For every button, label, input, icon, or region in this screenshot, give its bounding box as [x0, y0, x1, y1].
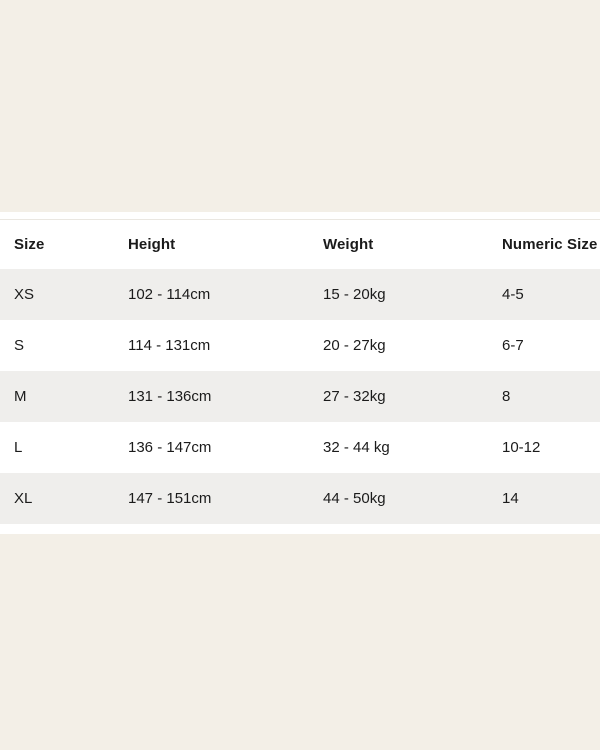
top-background-spacer — [0, 0, 600, 212]
cell-size: L — [14, 439, 23, 456]
cell-numeric-size: 10-12 — [502, 439, 541, 456]
cell-size: XL — [14, 490, 33, 507]
cell-height: 114 - 131cm — [128, 337, 211, 354]
size-chart-card — [0, 212, 600, 534]
cell-weight: 32 - 44 kg — [323, 439, 390, 456]
size-chart-header-row — [0, 220, 600, 269]
cell-numeric-size: 14 — [502, 490, 519, 507]
cell-weight: 15 - 20kg — [323, 286, 386, 303]
table-row-l — [0, 422, 600, 473]
header-cell-height: Height — [128, 236, 176, 253]
cell-size: S — [14, 337, 25, 354]
cell-numeric-size: 6-7 — [502, 337, 524, 354]
table-row-s — [0, 320, 600, 371]
cell-height: 147 - 151cm — [128, 490, 212, 507]
cell-height: 102 - 114cm — [128, 286, 211, 303]
cell-weight: 27 - 32kg — [323, 388, 386, 405]
cell-size: M — [14, 388, 27, 405]
table-row-xl — [0, 473, 600, 524]
size-chart-table — [0, 220, 600, 524]
cell-height: 136 - 147cm — [128, 439, 212, 456]
cell-size: XS — [14, 286, 35, 303]
cell-weight: 44 - 50kg — [323, 490, 386, 507]
table-row-m — [0, 371, 600, 422]
cell-numeric-size: 8 — [502, 388, 511, 405]
bottom-background-spacer — [0, 534, 600, 750]
card-bottom-padding — [0, 524, 600, 534]
header-cell-weight: Weight — [323, 236, 374, 253]
table-row-xs — [0, 269, 600, 320]
cell-numeric-size: 4-5 — [502, 286, 524, 303]
header-cell-numeric-size: Numeric Size — [502, 236, 598, 253]
cell-weight: 20 - 27kg — [323, 337, 386, 354]
header-cell-size: Size — [14, 236, 45, 253]
cell-height: 131 - 136cm — [128, 388, 212, 405]
